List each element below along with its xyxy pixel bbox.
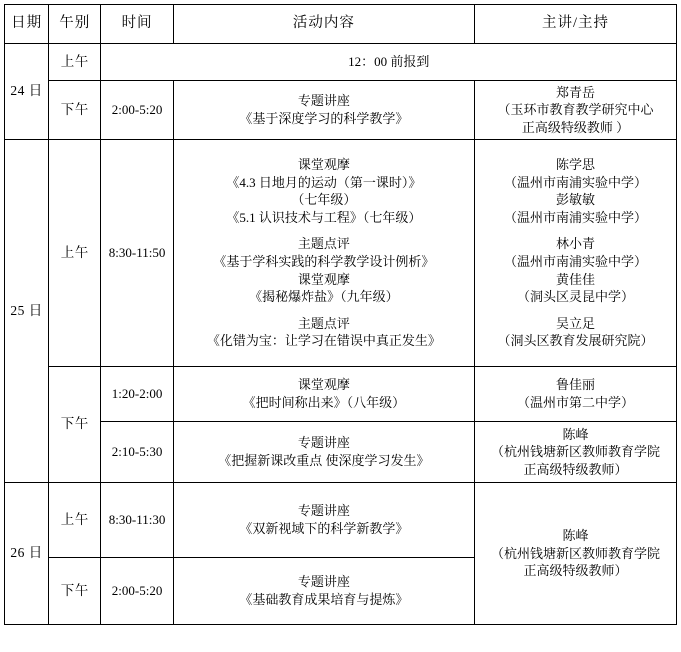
cell-time-26-am: 8:30-11:30	[101, 483, 173, 558]
table-row	[5, 367, 677, 422]
content-line: 《揭秘爆炸盐》（九年级）	[249, 289, 399, 305]
host-line: （温州市南浦实验中学）	[504, 174, 648, 190]
content-line: 专题讲座	[297, 503, 350, 519]
host-line: （杭州钱塘新区教师教育学院	[491, 444, 661, 460]
host-line: 郑青岳	[556, 84, 596, 100]
host-line: （洞头区灵昆中学）	[517, 289, 635, 305]
cell-registration-notice: 12：00 前报到	[101, 44, 677, 81]
cell-content-24-pm	[173, 81, 474, 140]
cell-time-25-pm-1: 1:20-2:00	[101, 367, 173, 422]
content-line: 课堂观摩	[297, 157, 350, 173]
table-row	[5, 140, 677, 367]
content-line: 《把时间称出来》（八年级）	[242, 395, 406, 410]
host-spacer	[478, 226, 673, 235]
host-line: （玉环市教育教学研究中心	[497, 102, 654, 118]
column-header-time: 时间	[101, 5, 173, 44]
host-line: 彭敏敏	[556, 192, 596, 208]
content-line: 《双新视域下的科学新教学》	[239, 521, 409, 536]
host-line: 鲁佳丽	[556, 377, 596, 393]
host-line: （杭州钱塘新区教师教育学院	[491, 545, 661, 561]
host-line: （温州市第二中学）	[517, 395, 635, 410]
schedule-table	[4, 4, 677, 625]
cell-halfday-afternoon-26: 下午	[49, 558, 101, 625]
host-line: （温州市南浦实验中学）	[504, 254, 648, 269]
cell-date-26: 26 日	[5, 483, 49, 625]
column-header-host: 主讲/主持	[475, 5, 677, 44]
host-spacer	[478, 306, 673, 315]
host-line: 黄佳佳	[556, 271, 596, 287]
content-line: 《基于深度学习的科学教学》	[239, 111, 409, 126]
cell-content-25-pm-2	[173, 422, 474, 483]
content-line: 《基于学科实践的科学教学设计例析》	[213, 254, 435, 269]
cell-host-24-pm	[475, 81, 677, 140]
cell-halfday-afternoon-25: 下午	[49, 367, 101, 483]
cell-host-25-am	[475, 140, 677, 367]
host-line: 陈学思	[556, 157, 596, 173]
cell-time-25-pm-2: 2:10-5:30	[101, 422, 173, 483]
table-header-row	[5, 5, 677, 44]
content-line: （七年级）	[291, 192, 357, 208]
content-line: 《化错为宝：让学习在错误中真正发生》	[206, 333, 441, 349]
content-line: 专题讲座	[297, 93, 350, 109]
cell-halfday-morning-24: 上午	[49, 44, 101, 81]
table-row	[5, 483, 677, 558]
cell-time-24-pm: 2:00-5:20	[101, 81, 173, 140]
cell-time-25-am: 8:30-11:50	[101, 140, 173, 367]
table-body	[5, 44, 677, 625]
content-line: 专题讲座	[297, 574, 350, 590]
cell-content-26-am	[173, 483, 474, 558]
table-row	[5, 44, 677, 81]
cell-date-25: 25 日	[5, 140, 49, 483]
column-header-halfday: 午别	[49, 5, 101, 44]
cell-content-26-pm	[173, 558, 474, 625]
host-line: 正高级特级教师）	[523, 563, 628, 579]
host-line: （温州市南浦实验中学）	[504, 209, 648, 225]
cell-content-25-am	[173, 140, 474, 367]
content-line: 《基础教育成果培育与提炼》	[239, 592, 409, 607]
content-line: 《把握新课改重点 使深度学习发生》	[218, 453, 430, 468]
table-header	[5, 5, 677, 44]
cell-content-25-pm-1	[173, 367, 474, 422]
cell-halfday-morning-26: 上午	[49, 483, 101, 558]
cell-time-26-pm: 2:00-5:20	[101, 558, 173, 625]
content-line: 课堂观摩	[297, 377, 350, 393]
content-line: 《5.1 认识技术与工程》（七年级）	[226, 209, 422, 225]
column-header-date: 日期	[5, 5, 49, 44]
table-row	[5, 81, 677, 140]
cell-host-25-pm-2	[475, 422, 677, 483]
cell-host-26	[475, 483, 677, 625]
host-line: （洞头区教育发展研究院）	[497, 333, 654, 349]
cell-halfday-morning-25: 上午	[49, 140, 101, 367]
host-line: 吴立足	[556, 315, 596, 331]
host-line: 正高级特级教师）	[523, 461, 628, 477]
cell-date-24: 24 日	[5, 44, 49, 140]
content-spacer	[177, 226, 471, 235]
content-line: 主题点评	[297, 315, 350, 331]
content-spacer	[177, 306, 471, 315]
content-line: 专题讲座	[297, 435, 350, 451]
content-line: 《4.3 日地月的运动（第一课时）》	[226, 174, 422, 190]
host-line: 林小青	[556, 236, 596, 252]
column-header-content: 活动内容	[173, 5, 474, 44]
cell-host-25-pm-1	[475, 367, 677, 422]
table-row	[5, 422, 677, 483]
content-line: 主题点评	[297, 236, 350, 252]
content-line: 课堂观摩	[297, 271, 350, 287]
cell-halfday-afternoon-24: 下午	[49, 81, 101, 140]
host-line: 陈峰	[562, 528, 589, 544]
host-line: 正高级特级教师 ）	[521, 119, 630, 135]
host-line: 陈峰	[562, 426, 589, 442]
